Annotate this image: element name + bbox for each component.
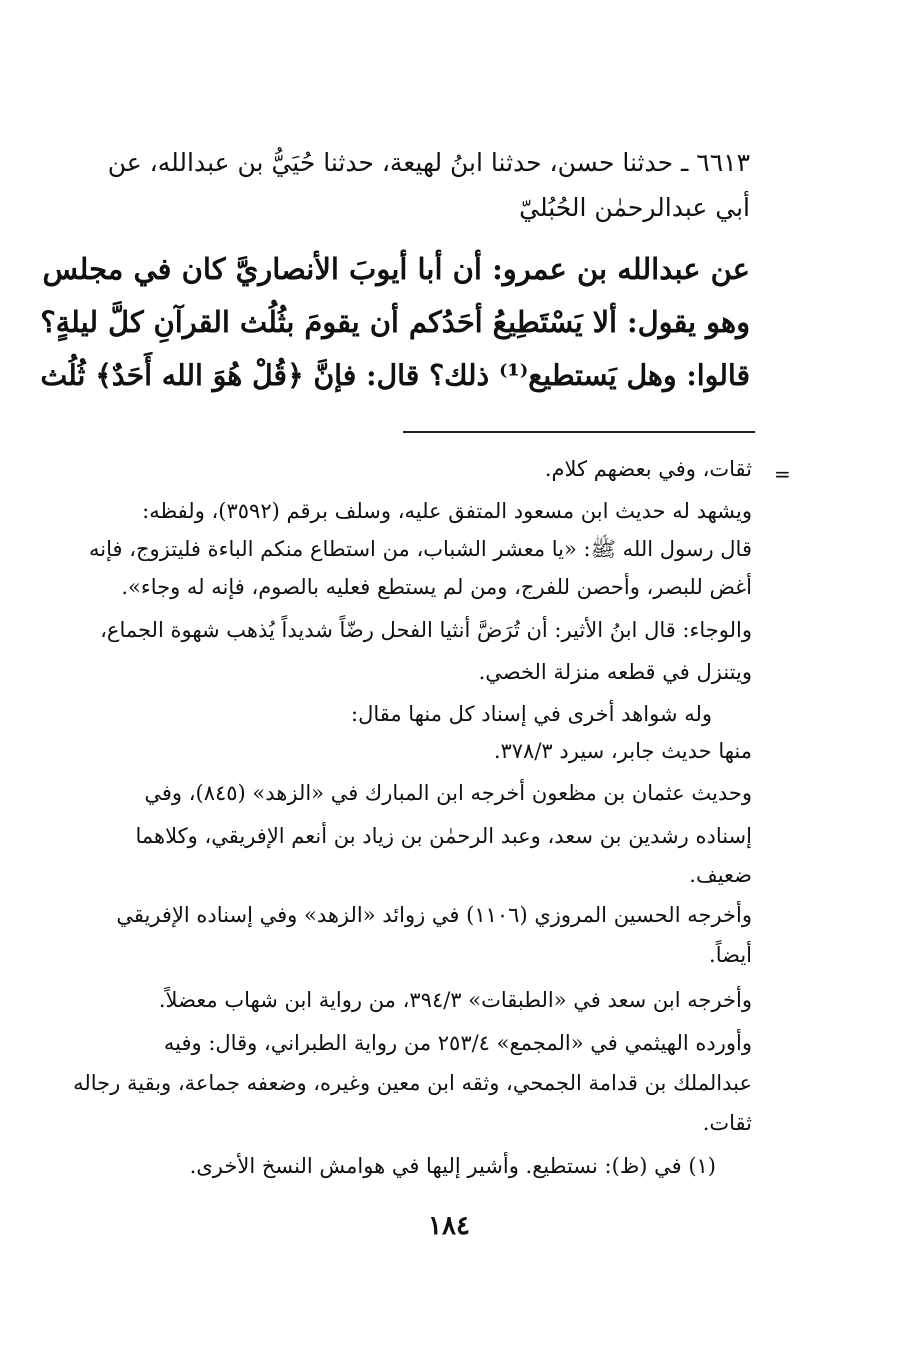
footnote-line: ثقات. [702,1111,752,1135]
main-text-line: أبي عبدالرحمٰن الحُبُليّ [519,193,750,222]
footnote-separator [403,431,755,433]
footnote-line: (١) في (ظ): نستطيع. وأشير إليها في هوامش النسخ الأخرى. [189,1154,716,1178]
footnote-line: قال رسول الله ﷺ: «يا معشر الشباب، من استطاع منكم الباءة فليتزوج، فإنه [89,537,752,561]
footnote-line: عبدالملك بن قدامة الجمحي، وثقه ابن معين وغيره، وضعفه جماعة، وبقية رجاله [73,1071,752,1095]
main-text-line: قالوا: وهل يَستطيع⁽¹⁾ ذلك؟ قال: فإنَّ ﴿قُلْ هُوَ الله أَحَدٌ﴾ ثُلُث [40,358,750,392]
footnote-line: منها حديث جابر، سيرد ٣٧٨/٣. [493,739,752,763]
page-number: ١٨٤ [428,1211,470,1241]
footnote-line: ويتنزل في قطعه منزلة الخصي. [478,660,752,684]
main-text-line: ٦٦١٣ ـ حدثنا حسن، حدثنا ابنُ لهيعة، حدثنا حُيَيُّ بن عبدالله، عن [107,148,750,177]
footnote-line: أيضاً. [709,943,752,967]
main-text-line: وهو يقول: ألا يَسْتَطِيعُ أحَدُكم أن يقومَ بثُلُث القرآنِ كلَّ ليلةٍ؟ [40,305,750,339]
footnote-line: وأخرجه الحسين المروزي (١١٠٦) في زوائد «الزهد» وفي إسناده الإفريقي [116,903,752,927]
footnote-line: إسناده رشدين بن سعد، وعبد الرحمٰن بن زياد بن أنعم الإفريقي، وكلاهما [135,824,752,848]
footnote-line: أغض للبصر، وأحصن للفرج، ومن لم يستطع فعليه بالصوم، فإنه له وجاء». [121,575,752,599]
footnote-line: وحديث عثمان بن مظعون أخرجه ابن المبارك في «الزهد» (٨٤٥)، وفي [144,781,752,805]
main-text-line: عن عبدالله بن عمرو: أن أبا أيوبَ الأنصاريَّ كان في مجلس [42,252,750,286]
footnote-line: والوجاء: قال ابنُ الأثير: أن تُرَضَّ أنثيا الفحل رضّاً شديداً يُذهب شهوة الجماع، [100,618,752,642]
footnote-line: وأخرجه ابن سعد في «الطبقات» ٣٩٤/٣، من رواية ابن شهاب معضلاً. [158,988,752,1012]
footnote-line: ثقات، وفي بعضهم كلام. [544,457,752,481]
footnote-line: ضعيف. [689,863,752,887]
footnote-line: ويشهد له حديث ابن مسعود المتفق عليه، وسلف برقم (٣٥٩٢)، ولفظه: [142,499,752,523]
footnote-line: وأورده الهيثمي في «المجمع» ٢٥٣/٤ من رواية الطبراني، وقال: وفيه [163,1031,752,1055]
footnote-line: وله شواهد أخرى في إسناد كل منها مقال: [351,702,712,726]
continuation-mark: = [774,462,791,486]
